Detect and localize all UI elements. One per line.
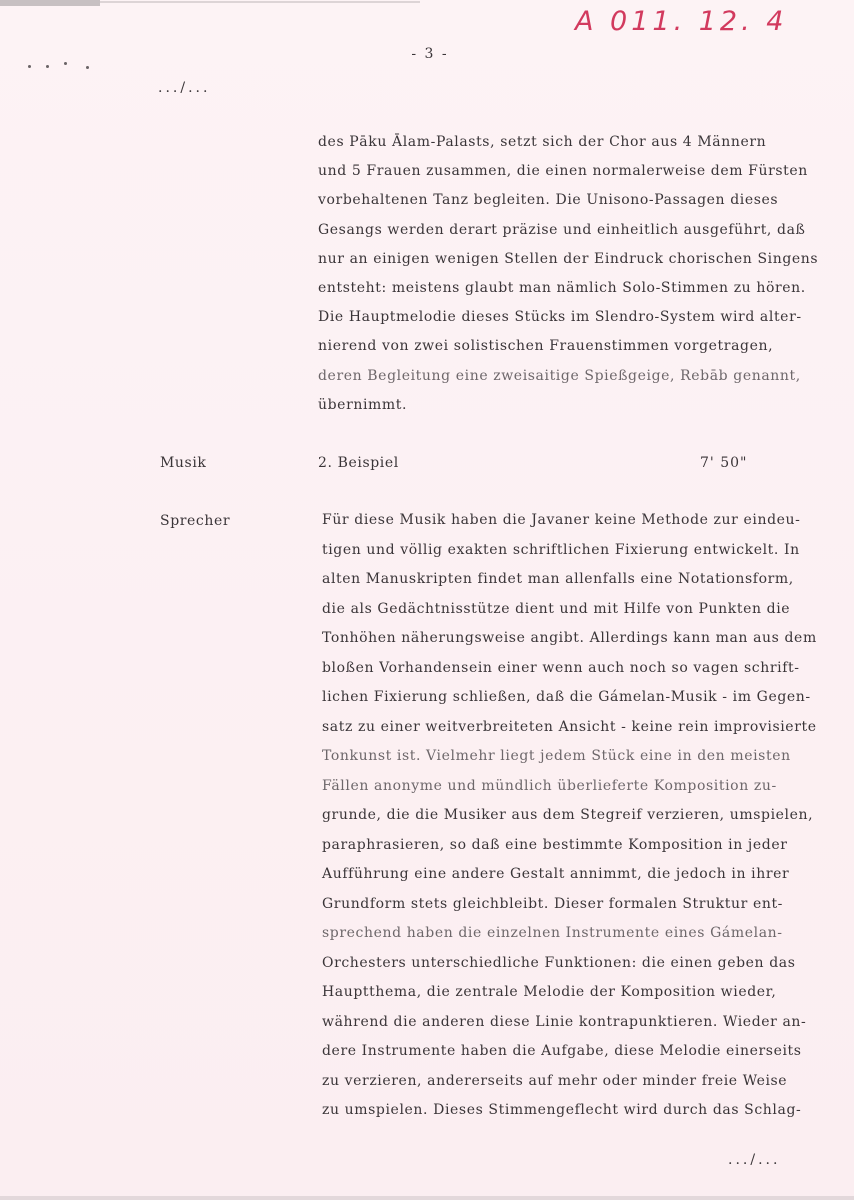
paragraph-line: grunde, die die Musiker aus dem Stegreif verzieren, umspielen, (322, 807, 814, 823)
continuation-mark-top: .../... (158, 80, 211, 96)
paragraph-2 (322, 506, 817, 1126)
paragraph-line: Aufführung eine andere Gestalt annimmt, die jedoch in ihrer (322, 866, 790, 882)
paragraph-line: Grundform stets gleichbleibt. Dieser formalen Struktur ent- (322, 895, 784, 912)
paragraph-line: die als Gedächtnisstütze dient und mit Hilfe von Punkten die (322, 600, 791, 617)
paragraph-1 (318, 128, 818, 420)
paragraph-line: des Pāku Ālam-Palasts, setzt sich der Chor aus 4 Männern (318, 134, 767, 150)
paragraph-line: nur an einigen wenigen Stellen der Eindruck chorischen Singens (318, 250, 819, 267)
paragraph-line: sprechend haben die einzelnen Instrumente eines Gámelan- (322, 925, 783, 941)
paragraph-line: Hauptthema, die zentrale Melodie der Komposition wieder, (322, 984, 777, 1000)
paragraph-line: lichen Fixierung schließen, daß die Gámelan-Musik - im Gegen- (322, 689, 811, 705)
scan-edge-bottom (0, 1196, 854, 1200)
scan-edge-top (0, 0, 100, 6)
paragraph-line: entsteht: meistens glaubt man nämlich Solo-Stimmen zu hören. (318, 279, 806, 296)
paragraph-line: übernimmt. (318, 396, 408, 413)
paragraph-line: zu umspielen. Dieses Stimmengeflecht wird durch das Schlag- (322, 1102, 802, 1118)
example-label: 2. Beispiel (318, 455, 399, 471)
paragraph-line: Fällen anonyme und mündlich überlieferte Komposition zu- (322, 777, 777, 794)
paragraph-line: bloßen Vorhandensein einer wenn auch noch so vagen schrift- (322, 659, 800, 676)
paragraph-line: Orchesters unterschiedliche Funktionen: die einen geben das (322, 954, 796, 971)
paragraph-line: während die anderen diese Linie kontrapunktieren. Wieder an- (322, 1013, 807, 1030)
page-number: - 3 - (411, 46, 449, 62)
duration: 7' 50" (700, 455, 748, 471)
paragraph-line: Die Hauptmelodie dieses Stücks im Slendro-System wird alter- (318, 309, 802, 326)
paragraph-line: deren Begleitung eine zweisaitige Spießgeige, Rebāb genannt, (318, 367, 801, 384)
paragraph-line: tigen und völlig exakten schriftlichen Fixierung entwickelt. In (322, 541, 800, 558)
paragraph-line: Für diese Musik haben die Javaner keine Methode zur eindeu- (322, 512, 801, 528)
paragraph-line: alten Manuskripten findet man allenfalls eine Notationsform, (322, 571, 794, 587)
margin-marks (28, 62, 98, 70)
paragraph-line: Tonhöhen näherungsweise angibt. Allerdings kann man aus dem (322, 630, 817, 646)
paragraph-line: dere Instrumente haben die Aufgabe, diese Melodie einerseits (322, 1043, 802, 1059)
paragraph-line: satz zu einer weitverbreiteten Ansicht - keine rein improvisierte (322, 718, 817, 735)
continuation-mark-bottom: .../... (728, 1152, 781, 1168)
paragraph-line: vorbehaltenen Tanz begleiten. Die Unisono-Passagen dieses (318, 192, 779, 209)
archive-number: A 011. 12. 4 (575, 6, 788, 37)
paragraph-line: nierend von zwei solistischen Frauenstimmen vorgetragen, (318, 338, 774, 355)
paragraph-line: und 5 Frauen zusammen, die einen normalerweise dem Fürsten (318, 163, 808, 180)
paragraph-line: Tonkunst ist. Vielmehr liegt jedem Stück eine in den meisten (322, 748, 791, 764)
paragraph-line: zu verzieren, andererseits auf mehr oder minder freie Weise (322, 1072, 788, 1089)
paragraph-line: Gesangs werden derart präzise und einheitlich ausgeführt, daß (318, 221, 806, 238)
paragraph-line: paraphrasieren, so daß eine bestimmte Komposition in jeder (322, 836, 788, 853)
speaker-label: Sprecher (160, 513, 231, 529)
scan-edge-top-line (100, 1, 420, 3)
music-label: Musik (160, 455, 207, 471)
